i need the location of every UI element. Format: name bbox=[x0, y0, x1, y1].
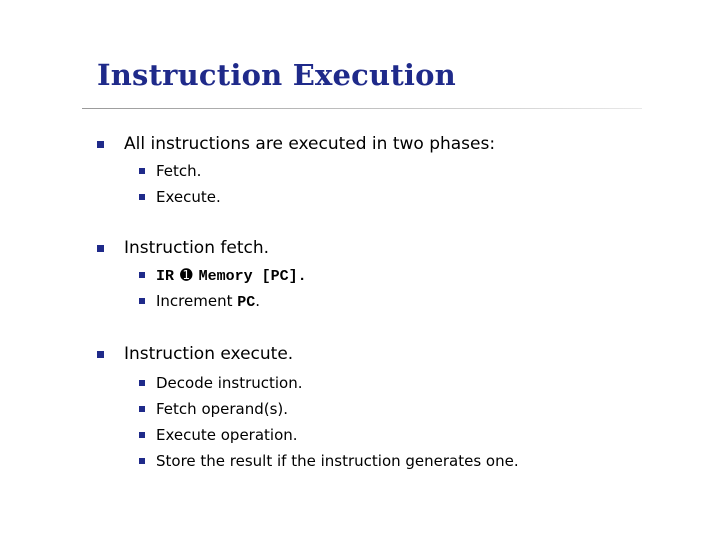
bullet-marker bbox=[97, 141, 104, 148]
sub-bullet-execute-operation: Execute operation. bbox=[156, 426, 298, 444]
sub-bullet-marker bbox=[139, 380, 145, 386]
bullet-phases: All instructions are executed in two phases: bbox=[124, 134, 496, 154]
increment-label: Increment bbox=[156, 292, 238, 310]
sub-bullet-marker bbox=[139, 168, 145, 174]
sub-bullet-decode: Decode instruction. bbox=[156, 374, 303, 392]
sub-bullet-marker bbox=[139, 458, 145, 464]
sub-bullet-execute: Execute. bbox=[156, 188, 221, 206]
sub-bullet-marker bbox=[139, 406, 145, 412]
sub-bullet-marker bbox=[139, 432, 145, 438]
sub-bullet-marker bbox=[139, 272, 145, 278]
memory-pc-expression: Memory [PC]. bbox=[198, 268, 307, 285]
sub-bullet-marker bbox=[139, 194, 145, 200]
title-underline bbox=[82, 108, 642, 109]
sub-bullet-fetch-operands: Fetch operand(s). bbox=[156, 400, 289, 418]
bullet-instruction-fetch: Instruction fetch. bbox=[124, 238, 270, 258]
sub-bullet-fetch: Fetch. bbox=[156, 162, 202, 180]
sub-bullet-store-result: Store the result if the instruction generates one. bbox=[156, 452, 519, 470]
sub-bullet-marker bbox=[139, 298, 145, 304]
bullet-marker bbox=[97, 351, 104, 358]
register-pc: PC bbox=[237, 294, 256, 311]
bullet-instruction-execute: Instruction execute. bbox=[124, 344, 294, 364]
increment-period: . bbox=[255, 292, 261, 310]
assign-arrow-icon: ➊ bbox=[180, 266, 193, 284]
slide-title: Instruction Execution bbox=[97, 58, 456, 92]
sub-bullet-ir-load bbox=[156, 266, 307, 286]
bullet-marker bbox=[97, 245, 104, 252]
sub-bullet-increment-pc bbox=[156, 292, 260, 312]
register-ir: IR bbox=[156, 268, 175, 285]
